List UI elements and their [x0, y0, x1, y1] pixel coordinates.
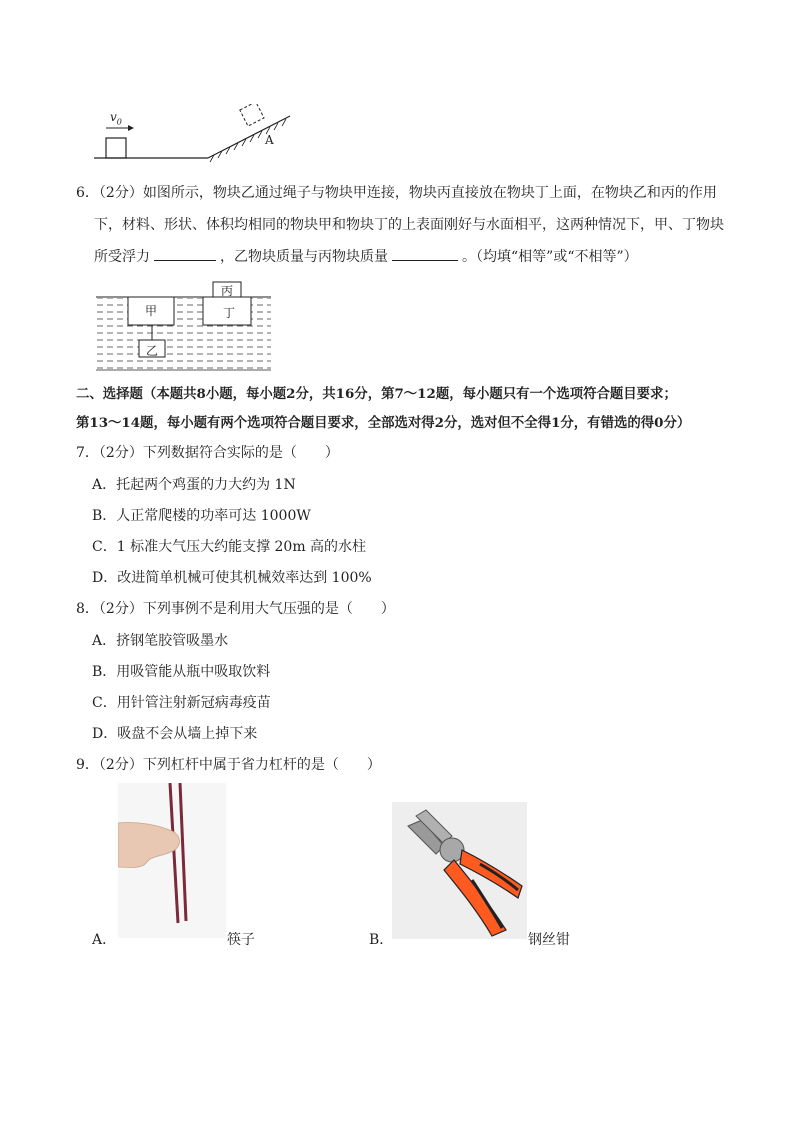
- q8-stem: 8．（2分）下列事例不是利用大气压强的是（ ）: [76, 601, 395, 617]
- q7-stem: 7．（2分）下列数据符合实际的是（ ）: [76, 445, 339, 461]
- q7-option-c[interactable]: C．1 标准大气压大约能支撑 20m 高的水柱: [92, 539, 367, 555]
- q8-option-b[interactable]: B．用吸管能从瓶中吸取饮料: [92, 664, 271, 680]
- blank-mass[interactable]: [392, 246, 458, 261]
- point-a-label: A: [265, 133, 274, 147]
- q9-stem: 9．（2分）下列杠杆中属于省力杠杆的是（ ）: [76, 757, 381, 773]
- chopsticks-image: [118, 783, 226, 938]
- q9-option-b-letter[interactable]: B．: [369, 932, 394, 948]
- label-ding: 丁: [223, 306, 236, 320]
- block-on-ground: [106, 138, 126, 158]
- q9-option-b-text[interactable]: 钢丝钳: [528, 932, 570, 948]
- section2-header-line2: 第13～14题，每小题有两个选项符合题目要求，全部选对得2分，选对但不全得1分，有错选的得0分）: [76, 415, 691, 431]
- q9-option-a-text[interactable]: 筷子: [227, 932, 255, 948]
- q7-option-d[interactable]: D．改进简单机械可使其机械效率达到 100%: [92, 570, 372, 586]
- q6-line2: 下，材料、形状、体积均相同的物块甲和物块丁的上表面刚好与水面相平，这两种情况下，甲、丁物块: [94, 217, 724, 233]
- q8-option-d[interactable]: D．吸盘不会从墙上掉下来: [92, 726, 258, 742]
- blank-buoyancy[interactable]: [154, 246, 216, 261]
- section2-header-line1: 二、选择题（本题共8小题，每小题2分，共16分，第7～12题，每小题只有一个选项符合题目要求；: [76, 386, 677, 402]
- q7-option-a[interactable]: A．托起两个鸡蛋的力大约为 1N: [92, 477, 296, 493]
- q8-option-c[interactable]: C．用针管注射新冠病毒疫苗: [92, 695, 271, 711]
- dashed-block: [240, 104, 264, 126]
- water-figure: [96, 280, 271, 372]
- label-yi: 乙: [146, 344, 159, 358]
- pliers-image: [392, 802, 527, 939]
- label-bing: 丙: [221, 284, 234, 298]
- v0-label: $v_0$: [110, 110, 122, 127]
- label-jia: 甲: [145, 304, 158, 318]
- q8-option-a[interactable]: A．挤钢笔胶管吸墨水: [92, 633, 229, 649]
- q9-option-a-letter[interactable]: A．: [92, 932, 117, 948]
- q7-option-b[interactable]: B．人正常爬楼的功率可达 1000W: [92, 508, 311, 524]
- q6-line3: 所受浮力 ，乙物块质量与丙物块质量 。（均填“相等”或“不相等”）: [94, 246, 638, 267]
- q6-line1: 6．（2分）如图所示，物块乙通过绳子与物块甲连接，物块丙直接放在物块丁上面，在物块乙和丙的作用: [76, 185, 717, 201]
